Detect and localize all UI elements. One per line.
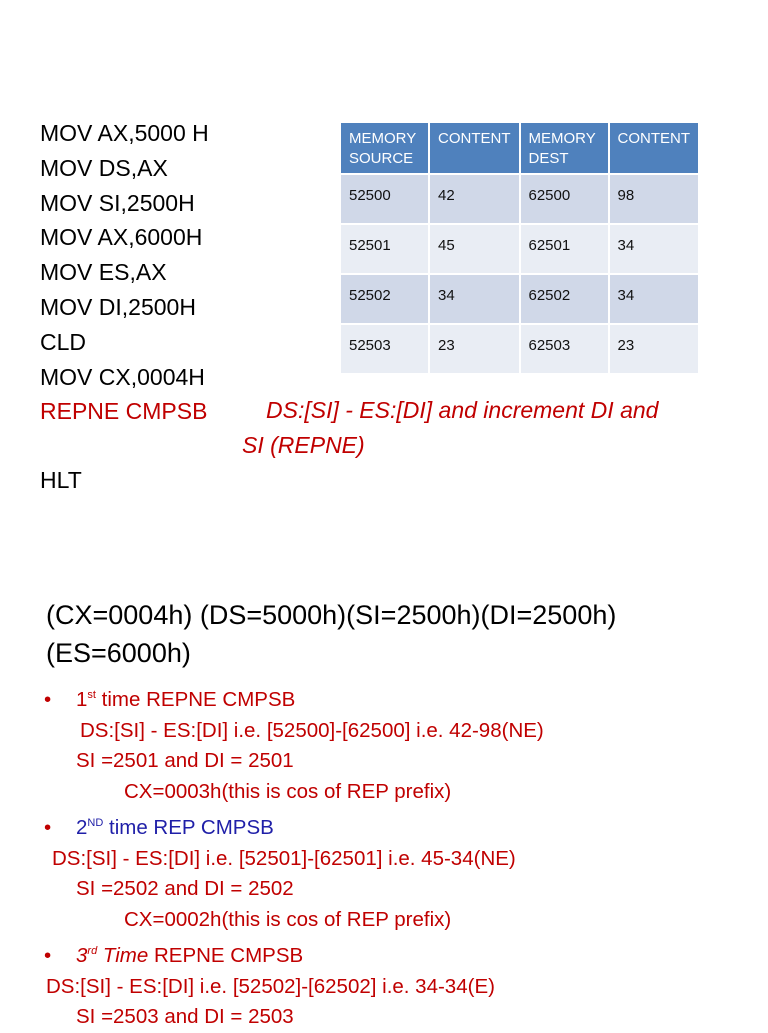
table-cell: 62502 (520, 274, 609, 324)
header-content: CONTENT (609, 122, 700, 174)
table-row (340, 174, 699, 224)
code-line: MOV DS,AX (40, 154, 168, 181)
repne-comment: DS:[SI] - ES:[DI] and increment DI and SI (REPNE) (242, 397, 659, 458)
table-cell: 52503 (340, 324, 429, 374)
table-cell: 23 (429, 324, 520, 374)
register-summary: (CX=0004h) (DS=5000h)(SI=2500h)(DI=2500h) (ES=6000h) (46, 600, 617, 668)
header-memory-dest: MEMORY DEST (520, 122, 609, 174)
step-1-line: CX=0003h(this is cos of REP prefix) (124, 780, 452, 804)
code-line: MOV CX,0004H (40, 363, 205, 390)
table-cell: 52501 (340, 224, 429, 274)
table-cell: 52502 (340, 274, 429, 324)
bullet-icon: • (44, 815, 52, 839)
table-cell: 23 (609, 324, 700, 374)
step-1-line: DS:[SI] - ES:[DI] i.e. [52500]-[62500] i.e. 42-98(NE) (80, 718, 544, 742)
table-cell: 45 (429, 224, 520, 274)
memory-table (339, 121, 700, 375)
step-2-heading: • 2ND time REP CMPSB (44, 808, 544, 844)
table-header-row (340, 122, 699, 174)
hlt-instruction: HLT (40, 467, 82, 493)
table-cell: 34 (429, 274, 520, 324)
table-cell: 42 (429, 174, 520, 224)
step-3-line: DS:[SI] - ES:[DI] i.e. [52502]-[62502] i.e. 34-34(E) (46, 974, 495, 998)
code-line: MOV AX,6000H (40, 224, 203, 251)
table-row (340, 274, 699, 324)
step-1-line: SI =2501 and DI = 2501 (76, 749, 294, 773)
step-1-heading: • 1st time REPNE CMPSB (44, 680, 544, 716)
step-3-heading: • 3rd Time REPNE CMPSB (44, 936, 544, 972)
step-2-line: SI =2502 and DI = 2502 (76, 877, 294, 901)
code-line: MOV DI,2500H (40, 293, 196, 320)
code-line: MOV ES,AX (40, 259, 167, 286)
code-line: MOV SI,2500H (40, 189, 195, 216)
table-cell: 62500 (520, 174, 609, 224)
header-content: CONTENT (429, 122, 520, 174)
bullet-icon: • (44, 943, 52, 967)
step-2-line: CX=0002h(this is cos of REP prefix) (124, 908, 452, 932)
code-line: CLD (40, 328, 87, 355)
table-cell: 52500 (340, 174, 429, 224)
repne-instruction: REPNE CMPSB (40, 398, 208, 425)
table-cell: 98 (609, 174, 700, 224)
table-row (340, 324, 699, 374)
table-cell: 34 (609, 224, 700, 274)
bullet-icon: • (44, 687, 52, 711)
table-row (340, 224, 699, 274)
table-cell: 62501 (520, 224, 609, 274)
table-cell: 62503 (520, 324, 609, 374)
code-listing (40, 116, 209, 429)
step-3-line: SI =2503 and DI = 2503 (76, 1005, 294, 1029)
step-2-line: DS:[SI] - ES:[DI] i.e. [52501]-[62501] i.e. 45-34(NE) (52, 846, 516, 870)
execution-steps (44, 680, 544, 1033)
header-memory-source: MEMORY SOURCE (340, 122, 429, 174)
table-cell: 34 (609, 274, 700, 324)
code-line: MOV AX,5000 H (40, 120, 209, 146)
